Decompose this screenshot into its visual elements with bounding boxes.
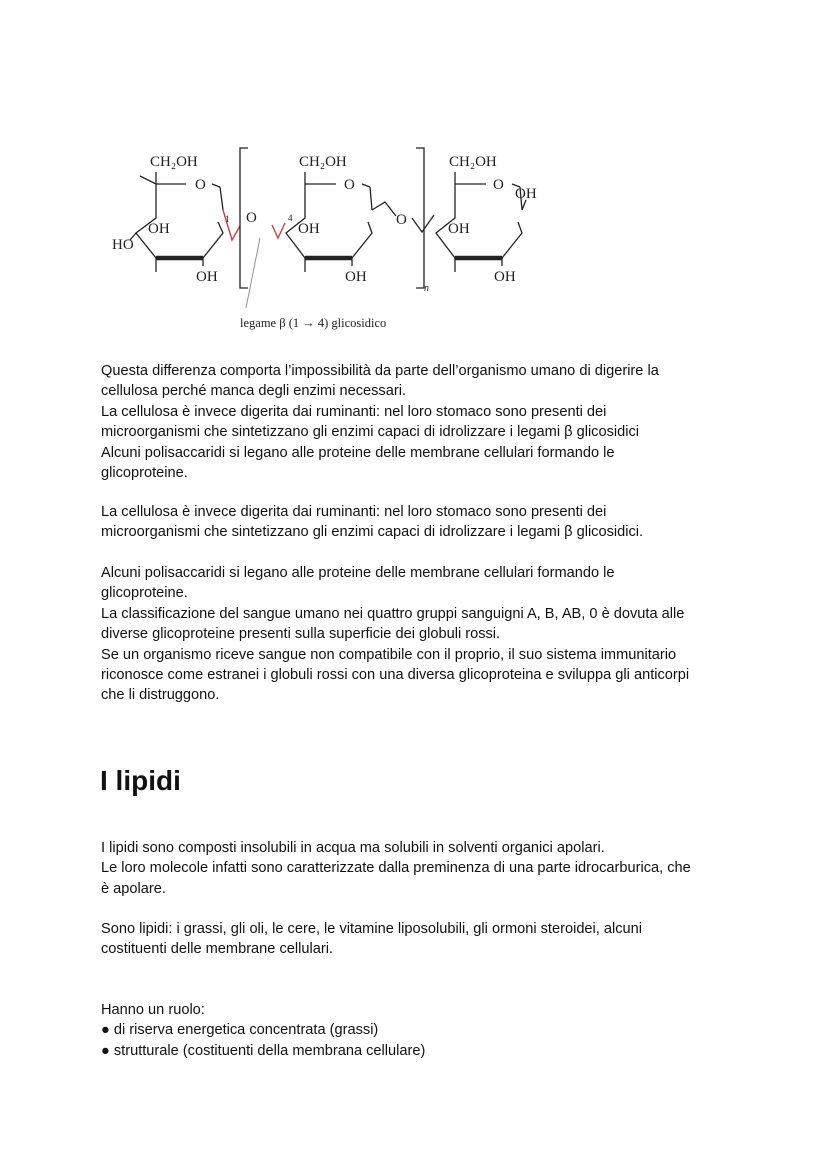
text-line: Hanno un ruolo:	[101, 1002, 205, 1018]
glycosidic-oxygen-label-1: O	[246, 210, 257, 226]
text-line: La classificazione del sangue umano nei quattro gruppi sanguigni A, B, AB, 0 è dovuta alle	[101, 605, 685, 622]
oh-label-3b: OH	[494, 269, 516, 285]
oh-label-1a: OH	[148, 221, 170, 237]
text-line: Alcuni polisaccaridi si legano alle proteine delle membrane cellulari formando le	[101, 565, 615, 581]
ch2oh-label-1: CH₂OH	[150, 154, 198, 170]
text-line: Le loro molecole infatti sono caratterizzate dalla preminenza di una parte idrocarburica, che	[101, 860, 691, 877]
text-line: Questa differenza comporta l’impossibilità da parte dell’organismo umano di digerire la	[101, 363, 659, 379]
paragraph-digestion	[101, 361, 741, 483]
text-line: La cellulosa è invece digerita dai ruminanti: nel loro stomaco sono presenti dei	[101, 504, 607, 520]
text-line: glicoproteine.	[101, 465, 188, 482]
text-line: Se un organismo riceve sangue non compatibile con il proprio, il suo sistema immunitario	[101, 646, 677, 663]
oh-label-3c: OH	[515, 186, 537, 202]
glycosidic-bond-caption: legame β (1 → 4) glicosidico	[240, 316, 387, 330]
paragraph-lipid-roles	[101, 1000, 741, 1061]
section-heading-lipidi: I lipidi	[100, 765, 181, 796]
text-line: microorganismi che sintetizzano gli enzimi capaci di idrolizzare i legami β glicosidici.	[101, 524, 644, 541]
oh-label-2a: OH	[298, 221, 320, 237]
glucose-ring-1	[130, 172, 223, 272]
text-line: costituenti delle membrane cellulari.	[101, 941, 333, 958]
paragraph-glycoproteins	[101, 563, 741, 706]
ch2oh-label-2: CH₂OH	[299, 154, 347, 170]
oh-label-3a: OH	[448, 221, 470, 237]
oh-label-1b: OH	[196, 269, 218, 285]
list-item: ● di riserva energetica concentrata (grassi)	[101, 1022, 379, 1039]
text-line: La cellulosa è invece digerita dai ruminanti: nel loro stomaco sono presenti dei	[101, 403, 607, 420]
text-line: Sono lipidi: i grassi, gli oli, le cere, le vitamine liposolubili, gli ormoni steroidei, alcuni	[101, 921, 643, 937]
ring-oxygen-label-1: O	[195, 177, 206, 193]
ho-label: HO	[112, 237, 134, 253]
text-line: riconosce come estranei i globuli rossi con una diversa glicoproteina e sviluppa gli anticorpi	[101, 667, 690, 684]
paragraph-lipid-definition	[101, 838, 741, 899]
ring-oxygen-label-2: O	[344, 177, 355, 193]
text-line: glicoproteine.	[101, 585, 188, 602]
cellulose-structure-diagram	[100, 140, 560, 340]
paragraph-ruminants	[101, 502, 741, 543]
carbon-1-label: 1	[225, 214, 230, 224]
text-line: I lipidi sono composti insolubili in acqua ma solubili in solventi organici apolari.	[101, 840, 605, 856]
text-line: che li distruggono.	[101, 687, 220, 704]
repeat-n-label: n	[424, 283, 429, 294]
paragraph-lipid-types	[101, 919, 741, 960]
text-line: microorganismi che sintetizzano gli enzimi capaci di idrolizzare i legami β glicosidici	[101, 424, 640, 441]
text-line: Alcuni polisaccaridi si legano alle proteine delle membrane cellulari formando le	[101, 444, 615, 461]
ch2oh-label-3: CH₂OH	[449, 154, 497, 170]
oh-label-2b: OH	[345, 269, 367, 285]
carbon-4-label: 4	[288, 213, 293, 223]
ring-oxygen-label-3: O	[493, 177, 504, 193]
list-item: ● strutturale (costituenti della membrana cellulare)	[101, 1042, 426, 1059]
text-line: cellulosa perché manca degli enzimi necessari.	[101, 383, 407, 400]
text-line: è apolare.	[101, 880, 166, 897]
text-line: diverse glicoproteine presenti sulla superficie dei globuli rossi.	[101, 626, 501, 643]
glycosidic-oxygen-label-2: O	[396, 212, 407, 228]
